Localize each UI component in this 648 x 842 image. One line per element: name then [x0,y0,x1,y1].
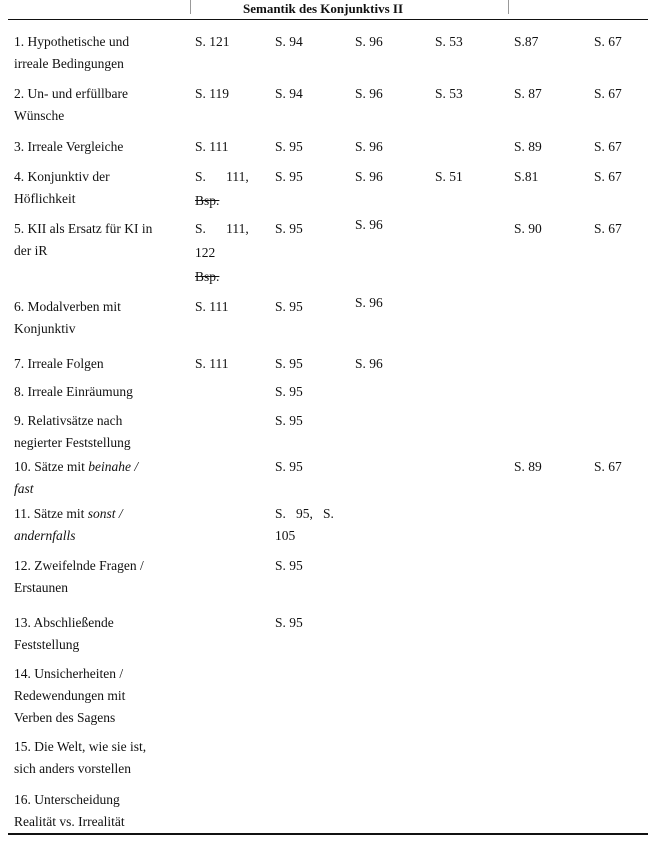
page-ref: S. 96 [355,295,383,310]
row-label: 7. Irreale Folgen [14,356,104,371]
row-label-prefix: 10. Sätze mit [14,459,89,474]
row-label: 8. Irreale Einräumung [14,384,133,399]
page-ref: S. 111 [195,139,229,154]
row-label: Feststellung [14,637,80,652]
page-ref: S. 96 [355,86,383,101]
struck-example-ref: Bsp. [195,269,220,284]
page-ref: S. 95 [275,299,303,314]
page-ref: S.81 [514,169,539,184]
page-ref: S. 96 [355,217,383,232]
page-ref: 105 [275,528,296,543]
row-label: 6. Modalverben mit [14,299,121,314]
header-rule [8,19,648,20]
row-label: 5. KII als Ersatz für KI in [14,221,153,236]
row-label: 2. Un- und erfüllbare [14,86,128,101]
page-ref: S. 67 [594,169,622,184]
row-label: Wünsche [14,108,65,123]
page-ref: S. 95 [275,413,303,428]
page-ref: S. 95 [275,384,303,399]
row-label: Höflichkeit [14,191,76,206]
page-ref: S. 95 [275,615,303,630]
column-divider [508,0,509,14]
page-ref: S. 95 [275,139,303,154]
row-label: 14. Unsicherheiten / [14,666,124,681]
row-label-continued: andernfalls [14,528,76,543]
page-ref: S. 111 [195,356,229,371]
row-label: Erstaunen [14,580,68,595]
row-label-italic: sonst / [87,506,123,521]
page-ref: S. 90 [514,221,542,236]
page-ref: S. 67 [594,86,622,101]
table-title: Semantik des Konjunktivs II [243,1,404,16]
column-divider [190,0,191,14]
page-ref: S. 95 [275,356,303,371]
page-ref: S. 96 [355,169,383,184]
row-label: negierter Feststellung [14,435,131,450]
page-ref: S. 89 [514,459,542,474]
page-ref: S. 96 [355,139,383,154]
table-bottom-rule [8,833,648,835]
row-label: sich anders vorstellen [14,761,131,776]
page-ref: S. 95 [275,558,303,573]
row-label [14,503,123,525]
row-label: 3. Irreale Vergleiche [14,139,124,154]
page-ref: S. 111 [195,299,229,314]
page-ref: S. 121 [195,34,230,49]
row-label-prefix: 11. Sätze mit [14,506,88,521]
row-label-continued: fast [14,481,34,496]
row-label: der iR [14,243,48,258]
page-ref: S. 95 [275,169,303,184]
row-label: 4. Konjunktiv der [14,169,110,184]
row-label: 9. Relativsätze nach [14,413,123,428]
page-ref: S. 95 [275,221,303,236]
page-ref: 122 [195,245,216,260]
page-ref: S. 53 [435,86,463,101]
page-ref: S. 111, [195,221,249,236]
page-ref: S. 96 [355,356,383,371]
row-label: irreale Bedingungen [14,56,124,71]
row-label: Realität vs. Irrealität [14,814,125,829]
page-ref: S. 87 [514,86,542,101]
page-ref: S. 67 [594,459,622,474]
page-ref: S. 53 [435,34,463,49]
row-label-italic: beinahe / [88,459,139,474]
row-label: 1. Hypothetische und [14,34,130,49]
page-ref: S. 67 [594,221,622,236]
page-ref: S. 67 [594,34,622,49]
row-label: Verben des Sagens [14,710,116,725]
page-ref: S. 96 [355,34,383,49]
row-label: 12. Zweifelnde Fragen / [14,558,144,573]
page-ref: S. 95, S. [275,506,334,521]
page-ref: S. 67 [594,139,622,154]
row-label: Konjunktiv [14,321,76,336]
row-label: 16. Unterscheidung [14,792,120,807]
struck-example-ref: Bsp. [195,193,220,208]
page-ref: S. 94 [275,34,303,49]
row-label [14,456,138,478]
page-ref: S. 119 [195,86,230,101]
page-ref: S. 89 [514,139,542,154]
page-ref: S. 111, [195,169,249,184]
row-label: 15. Die Welt, wie sie ist, [14,739,147,754]
page-ref: S. 51 [435,169,463,184]
page-ref: S. 95 [275,459,303,474]
row-label: 13. Abschließende [14,615,114,630]
page-ref: S. 94 [275,86,303,101]
page-ref: S.87 [514,34,539,49]
row-label: Redewendungen mit [14,688,126,703]
